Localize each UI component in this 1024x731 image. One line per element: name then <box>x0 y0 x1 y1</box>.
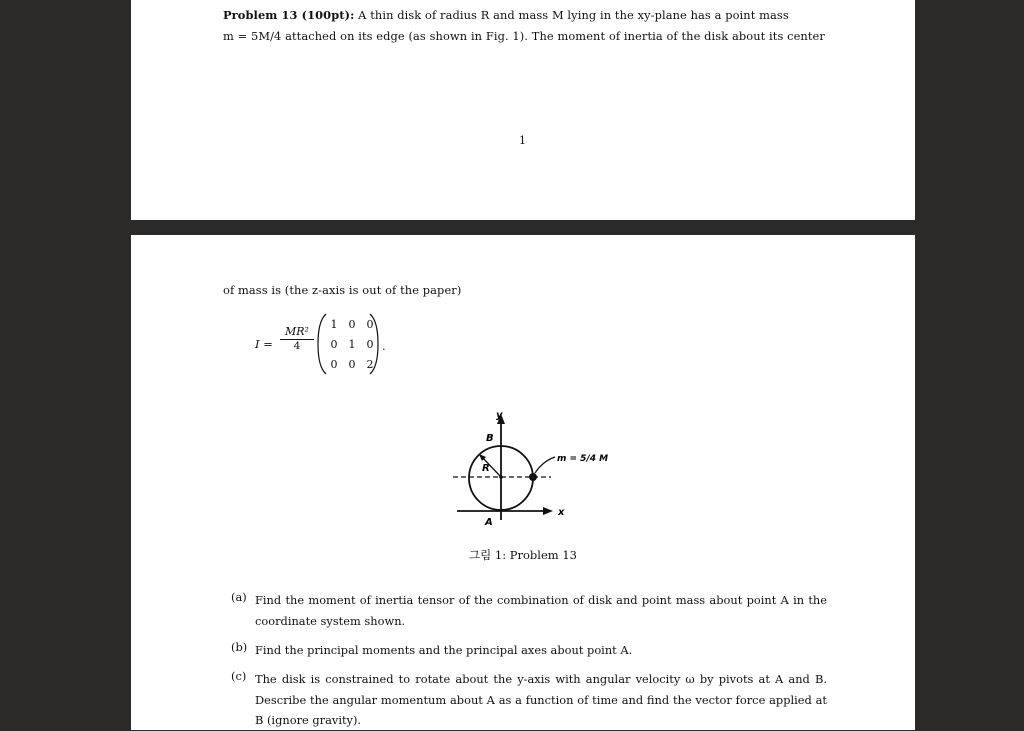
problem-statement-line-2: m = 5M/4 attached on its edge (as shown in Fig. 1). The moment of inertia of the disk about its center <box>223 29 825 43</box>
matrix-cell: 0 <box>330 338 338 351</box>
matrix-cell: 0 <box>348 318 356 331</box>
matrix-cell: 1 <box>348 338 356 351</box>
label-y: y <box>496 410 503 421</box>
problem-text-1: A thin disk of radius R and mass M lying in the xy-plane has a point mass <box>358 8 789 22</box>
matrix-cell: 2 <box>366 358 374 371</box>
point-mass <box>529 473 537 481</box>
matrix-cell: 0 <box>366 318 374 331</box>
x-axis-arrow-icon <box>543 507 553 515</box>
matrix-cell: 0 <box>366 338 374 351</box>
question-text: The disk is constrained to rotate about the y-axis with angular velocity ω by pivots at A and B. Describe the angular momentum about A as a function of time and find the vector force applied at B (ignore gravity). <box>255 672 827 727</box>
problem-label: Problem 13 (100pt): <box>223 8 355 22</box>
fraction-denominator: 4 <box>293 340 301 352</box>
problem-statement-line-1 <box>223 8 789 22</box>
question-text: Find the moment of inertia tensor of the combination of disk and point mass about point A in the coordinate system shown. <box>255 593 827 628</box>
inertia-fraction <box>280 325 314 352</box>
label-m: m = 5/4 M <box>557 454 609 464</box>
matrix-cell: 1 <box>330 318 338 331</box>
center-dot <box>499 475 503 479</box>
pdf-page-1 <box>131 0 915 220</box>
question-label: (a) <box>231 590 247 604</box>
mass-leader-line <box>535 457 555 473</box>
label-x: x <box>558 507 565 518</box>
pdf-page-2 <box>131 235 915 730</box>
figure-caption: 그림 1: Problem 13 <box>469 548 577 562</box>
label-a: A <box>485 517 493 528</box>
matrix-cell: 0 <box>348 358 356 371</box>
disk-figure <box>451 405 611 535</box>
fraction-numerator: MR² <box>280 325 314 340</box>
equation-period: . <box>382 339 386 353</box>
question-label: (b) <box>231 640 248 654</box>
label-b: B <box>486 433 494 444</box>
right-paren-icon <box>368 313 380 375</box>
page-number: 1 <box>519 134 526 147</box>
question-label: (c) <box>231 669 247 683</box>
label-r: R <box>482 463 490 474</box>
matrix-cell: 0 <box>330 358 338 371</box>
inertia-lhs: I = <box>255 337 273 351</box>
intro-text: of mass is (the z-axis is out of the paper) <box>223 283 462 297</box>
question-text: Find the principal moments and the principal axes about point A. <box>255 643 633 657</box>
